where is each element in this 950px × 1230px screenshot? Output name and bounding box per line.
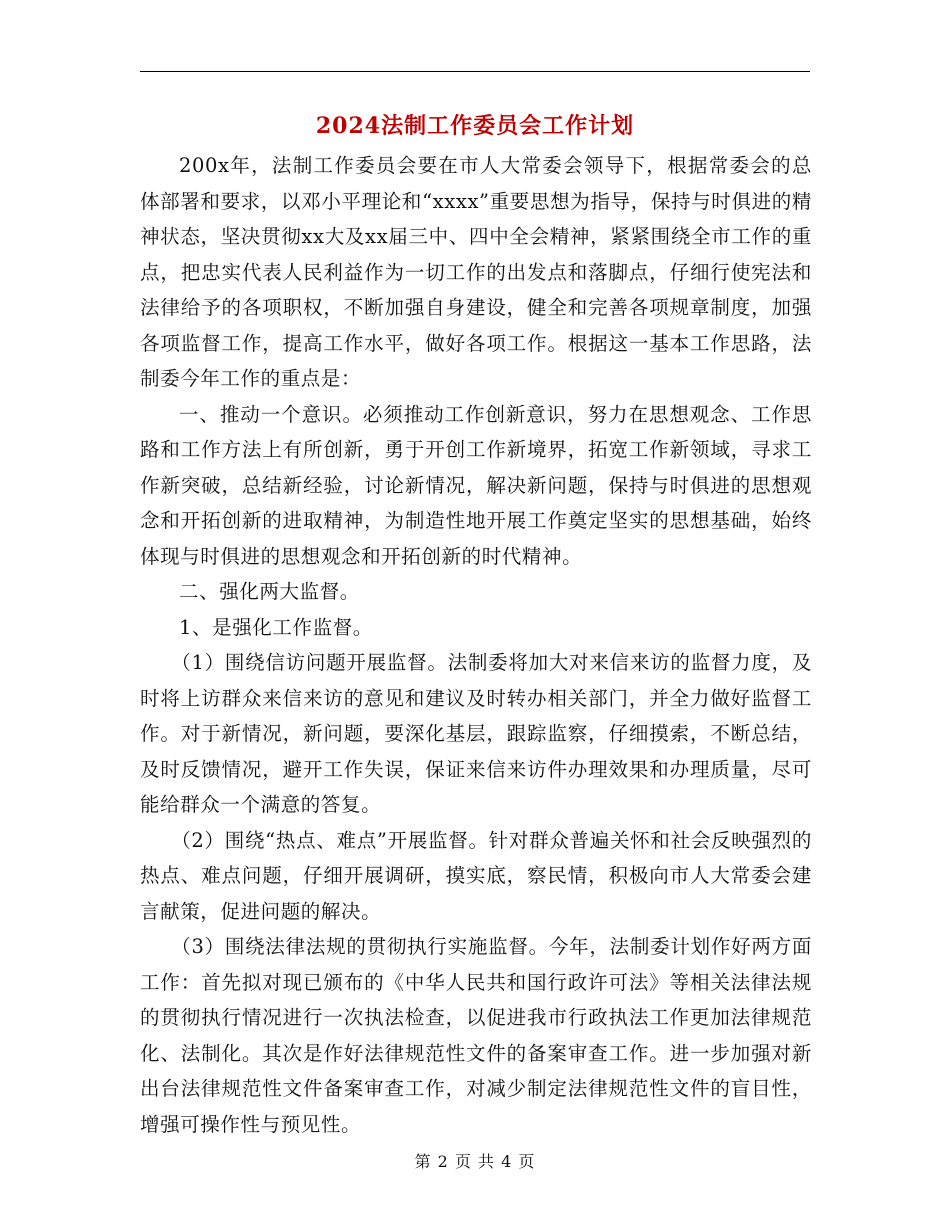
paragraph-item-one-heading: 1、是强化工作监督。 <box>179 615 373 639</box>
page-number-footer: 第 2 页 共 4 页 <box>414 1152 536 1171</box>
paragraph-sub-item-1: （1）围绕信访问题开展监督。法制委将加大对来信来访的监督力度，及时将上访群众来信来访的意见和建议及时转办相关部门，并全力做好监督工作。对于新情况，新问题，要深化基层，跟踪监察，仔细摸索，不断总结，及时反馈情况，避开工作失误，保证来信来访件办理效果和办理质量，尽可能给群众一个满意的答复。 <box>140 651 812 816</box>
paragraph-section-one: 一、推动一个意识。必须推动工作创新意识，努力在思想观念、工作思路和工作方法上有所创新，勇于开创工作新境界，拓宽工作新领域，寻求工作新突破，总结新经验，讨论新情况，解决新问题，保持与时俱进的思想观念和开拓创新的进取精神，为制造性地开展工作奠定坚实的思想基础，始终体现与时俱进的思想观念和开拓创新的时代精神。 <box>140 402 812 568</box>
document-body <box>140 148 812 1142</box>
header-rule <box>140 71 810 72</box>
paragraph-intro: 200x年，法制工作委员会要在市人大常委会领导下，根据常委会的总体部署和要求，以邓小平理论和“xxxx”重要思想为指导，保持与时俱进的精神状态，坚决贯彻xx大及xx届三中、四中全会精神，紧紧围绕全市工作的重点，把忠实代表人民利益作为一切工作的出发点和落脚点，仔细行使宪法和法律给予的各项职权，不断加强自身建设，健全和完善各项规章制度，加强各项监督工作，提高工作水平，做好各项工作。根据这一基本工作思路，法制委今年工作的重点是： <box>140 154 812 390</box>
paragraph-sub-item-3: （3）围绕法律法规的贯彻执行实施监督。今年，法制委计划作好两方面工作：首先拟对现已颁布的《中华人民共和国行政许可法》等相关法律法规的贯彻执行情况进行一次执法检查，以促进我市行政执法工作更加法律规范化、法制化。其次是作好法律规范性文件的备案审查工作。进一步加强对新出台法律规范性文件备案审查工作，对减少制定法律规范性文件的盲目性，增强可操作性与预见性。 <box>140 935 812 1136</box>
paragraph-sub-item-2: （2）围绕“热点、难点”开展监督。针对群众普遍关怀和社会反映强烈的热点、难点问题，仔细开展调研，摸实底，察民情，积极向市人大常委会建言献策，促进问题的解决。 <box>140 828 812 923</box>
paragraph-section-two-heading: 二、强化两大监督。 <box>179 580 360 603</box>
document-title: 2024法制工作委员会工作计划 <box>315 113 635 139</box>
